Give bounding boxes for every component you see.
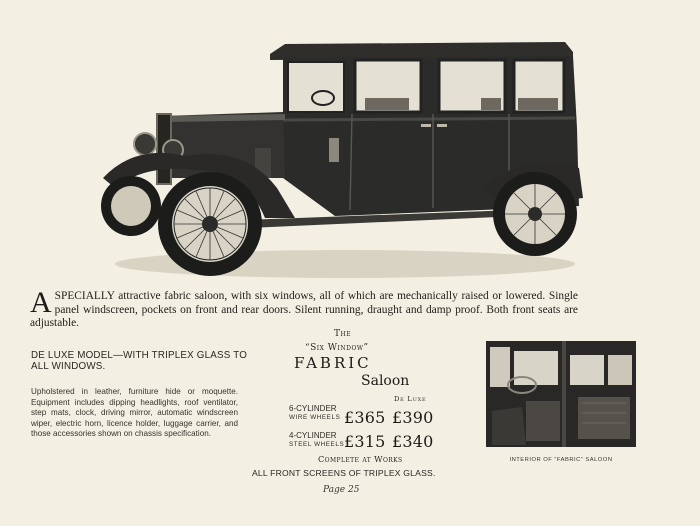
front-screens-note: ALL FRONT SCREENS OF TRIPLEX GLASS.	[252, 468, 436, 478]
interior-photo	[486, 341, 636, 447]
price-row-label	[289, 404, 340, 421]
heading-saloon: Saloon	[361, 373, 410, 389]
cylinder-label: 6-CYLINDER	[289, 404, 337, 413]
wheels-label: STEEL WHEELS	[289, 441, 345, 448]
equipment-description: Upholstered in leather, furniture hide or moquette. Equipment includes dipping headlights, roof ventilator, step mats, clock, driving mirror, automatic windscreen wiper, electric horn, licence holder, luggage carrier, and those accessories shown on chassis specification.	[31, 387, 238, 439]
price-value: £340	[392, 432, 434, 451]
drop-cap: A	[30, 286, 52, 319]
price-column-label: De Luxe	[394, 395, 427, 403]
saloon-car-photo	[95, 28, 600, 290]
intro-paragraph	[30, 286, 578, 331]
interior-caption: INTERIOR OF “FABRIC” SALOON	[509, 457, 613, 463]
price-value: £365	[344, 408, 386, 427]
heading-six-window: “Six Window”	[305, 343, 369, 353]
heading-the: The	[334, 329, 352, 339]
complete-at-works: Complete at Works	[318, 454, 403, 464]
intro-text: SPECIALLY attractive fabric saloon, with six windows, all of which are mechanically raised or lowered. Single panel windscreen, pockets on front and rear doors. Silent running, draught and damp proof. Both front seats are adjustable.	[30, 290, 578, 330]
heading-fabric: FABRIC	[294, 354, 372, 372]
price-value: £315	[344, 432, 386, 451]
page-number: Page 25	[323, 485, 360, 495]
price-row-label	[289, 431, 344, 448]
model-title: DE LUXE MODEL—WITH TRIPLEX GLASS TO ALL WINDOWS.	[31, 350, 248, 373]
price-value: £390	[392, 408, 434, 427]
wheels-label: WIRE WHEELS	[289, 414, 341, 421]
cylinder-label: 4-CYLINDER	[289, 431, 337, 440]
